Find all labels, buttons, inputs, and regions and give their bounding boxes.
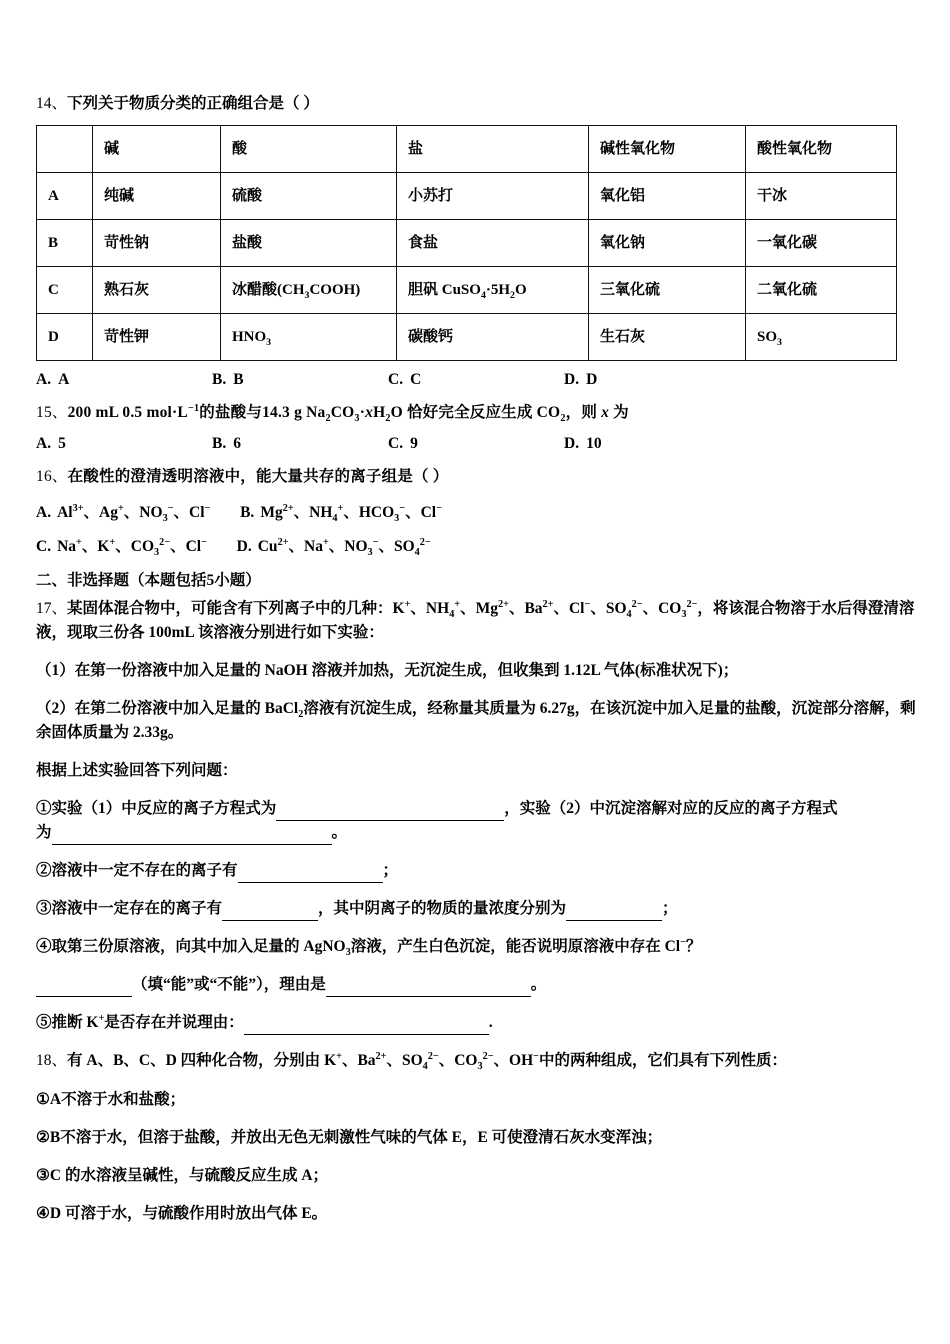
question-16-stem-text: 在酸性的澄清透明溶液中，能大量共存的离子组是（ ）	[67, 468, 449, 486]
option-label: D.	[564, 371, 580, 389]
answer-blank-4a[interactable]	[36, 982, 132, 998]
cell-c-salt: 胆矾 $CuSO_4\cdot 5H_2O$	[397, 267, 589, 314]
question-16-options-row-2	[36, 534, 916, 559]
substance-classification-table	[36, 125, 897, 361]
option-text: $Al^{3+}$、Ag+、$NO_3^-$、Cl−	[57, 503, 211, 525]
option-label: A.	[36, 371, 52, 389]
question-17-item-2	[36, 859, 916, 883]
item-5-end: .	[488, 1014, 493, 1032]
option-label: D.	[236, 538, 252, 556]
question-15-option-d[interactable]	[564, 435, 740, 453]
question-15-option-a[interactable]	[36, 435, 212, 453]
table-row	[37, 314, 897, 361]
question-16-options-row-1	[36, 500, 916, 525]
cell-d-basic-oxide: 生石灰	[589, 314, 746, 361]
item-4-label: ④取第三份原溶液，向其中加入足量的 AgNO$_3$溶液，产生白色沉淀，能否说明原溶液中存在 Cl−？	[36, 937, 702, 959]
item-2-end: ；	[382, 862, 399, 880]
answer-blank-1b[interactable]	[52, 830, 332, 846]
question-15-option-c[interactable]	[388, 435, 564, 453]
table-header-cell-basic-oxide: 碱性氧化物	[589, 126, 746, 173]
question-18-ion-list: K+、$Ba^{2+}$、$SO_4^{2-}$、$CO_3^{2-}$、OH−	[324, 1051, 539, 1073]
table-header-row	[37, 126, 897, 173]
question-18-stem-part1: 有 A、B、C、D 四种化合物，分别由	[67, 1052, 325, 1070]
cell-c-base: 熟石灰	[93, 267, 221, 314]
option-label: B.	[212, 435, 227, 453]
experiment-1-text: （1）在第一份溶液中加入足量的 NaOH 溶液并加热，无沉淀生成，但收集到 1.12L 气体(标准状况下)；	[36, 662, 739, 680]
question-17-experiment-2	[36, 697, 916, 745]
answer-blank-5[interactable]	[244, 1020, 489, 1036]
question-18-number: 18、	[36, 1052, 68, 1070]
cell-b-base: 苛性钠	[93, 220, 221, 267]
item-1-mid: ，实验（2）中沉淀溶解对应的反应的离子方程式	[504, 800, 838, 818]
question-18-item-1	[36, 1088, 916, 1112]
item-5-label: ⑤推断 K+是否存在并说理由：	[36, 1013, 244, 1032]
item-4-end: 。	[530, 976, 547, 994]
item-1-cont: 为	[36, 824, 52, 842]
option-label: B.	[212, 371, 227, 389]
answer-blank-1a[interactable]	[276, 806, 504, 822]
question-16-option-d[interactable]	[236, 537, 431, 559]
question-17-item-4	[36, 935, 916, 959]
table-header-cell-acidic-oxide: 酸性氧化物	[746, 126, 897, 173]
cell-b-basic-oxide: 氧化钠	[589, 220, 746, 267]
row-label-d: D	[37, 314, 93, 361]
item-2-label: ②溶液中一定不存在的离子有	[36, 862, 238, 880]
option-label: B.	[240, 504, 255, 522]
cell-a-salt: 小苏打	[397, 173, 589, 220]
question-18-stem-part2: 中的两种组成，它们具有下列性质：	[538, 1052, 787, 1070]
question-15-stem	[36, 401, 916, 425]
option-label: A.	[36, 504, 52, 522]
table-header-cell-corner	[37, 126, 93, 173]
cell-c-basic-oxide: 三氧化硫	[589, 267, 746, 314]
cell-a-base: 纯碱	[93, 173, 221, 220]
item-1-end: 。	[331, 824, 348, 842]
question-14-stem	[36, 92, 916, 115]
question-15-option-b[interactable]	[212, 435, 388, 453]
row-label-c: C	[37, 267, 93, 314]
option-text: 10	[586, 435, 602, 453]
question-17-ask-intro	[36, 759, 916, 783]
question-17-stem-part1: 某固体混合物中，可能含有下列离子中的几种：	[67, 600, 393, 618]
question-16-number: 16、	[36, 468, 68, 486]
item-3-mid: ，其中阴离子的物质的量浓度分别为	[318, 900, 567, 918]
item-3-end: ；	[662, 900, 678, 918]
row-label-b: B	[37, 220, 93, 267]
question-17-ion-list: K+、$NH_4^+$、$Mg^{2+}$、$Ba^{2+}$、Cl−、$SO_4^{2-}$、$CO_3^{2-}$	[392, 599, 698, 621]
question-18-stem	[36, 1049, 916, 1073]
option-text: 9	[410, 435, 418, 453]
cell-d-acidic-oxide: $SO_3$	[746, 314, 897, 361]
cell-b-acid: 盐酸	[221, 220, 397, 267]
question-18-item-2	[36, 1126, 916, 1150]
item-1-text: ①A不溶于水和盐酸；	[36, 1090, 186, 1108]
cell-a-acid: 硫酸	[221, 173, 397, 220]
option-label: A.	[36, 435, 52, 453]
question-17-stem-part2: ，将该混合物溶于水后得澄清溶液，现取三份各 100mL 该溶液分别进行如下实验：	[36, 600, 915, 642]
table-row	[37, 173, 897, 220]
cell-d-salt: 碳酸钙	[397, 314, 589, 361]
question-14-option-a[interactable]	[36, 371, 212, 389]
table-row	[37, 267, 897, 314]
table-header-cell-salt: 盐	[397, 126, 589, 173]
option-label: D.	[564, 435, 580, 453]
question-14-option-c[interactable]	[388, 371, 564, 389]
cell-a-basic-oxide: 氧化铝	[589, 173, 746, 220]
answer-blank-3b[interactable]	[566, 906, 662, 922]
option-text: D	[586, 371, 598, 389]
question-17-number: 17、	[36, 600, 68, 618]
answer-blank-2[interactable]	[238, 868, 383, 884]
question-17-item-4-cont	[36, 973, 916, 997]
question-17-stem	[36, 597, 916, 645]
cell-a-acidic-oxide: 干冰	[746, 173, 897, 220]
question-15-options	[36, 435, 916, 453]
option-label: C.	[36, 538, 52, 556]
item-4-mid: （填“能”或“不能”），理由是	[132, 976, 326, 994]
ask-intro-text: 根据上述实验回答下列问题：	[36, 762, 238, 780]
cell-d-base: 苛性钾	[93, 314, 221, 361]
question-16-option-a[interactable]	[36, 503, 211, 525]
question-14-number: 14、	[36, 95, 68, 112]
answer-blank-4b[interactable]	[326, 982, 531, 998]
option-text: C	[410, 371, 422, 389]
question-14-option-b[interactable]	[212, 371, 388, 389]
experiment-2-text: （2）在第二份溶液中加入足量的 BaCl$_2$溶液有沉淀生成，经称量其质量为 6.27g，在该沉淀中加入足量的盐酸，沉淀部分溶解，剩余固体质量为 2.33g。	[36, 700, 916, 742]
question-17-item-1	[36, 797, 916, 845]
cell-c-acidic-oxide: 二氧化硫	[746, 267, 897, 314]
item-1-label: ①实验（1）中反应的离子方程式为	[36, 800, 277, 818]
question-17-item-5	[36, 1011, 916, 1035]
option-text: 5	[58, 435, 66, 453]
option-text: B	[233, 371, 244, 389]
table-header-cell-base: 碱	[93, 126, 221, 173]
item-2-text: ②B不溶于水，但溶于盐酸，并放出无色无刺激性气味的气体 E，E 可使澄清石灰水变浑浊；	[36, 1128, 663, 1146]
cell-c-acid: 冰醋酸$(CH_3COOH)$	[221, 267, 397, 314]
option-text: Na+、K+、$CO_3^{2-}$、Cl−	[57, 537, 207, 559]
row-label-a: A	[37, 173, 93, 220]
section-2-title: 二、非选择题（本题包括5小题）	[36, 572, 261, 590]
question-16-option-c[interactable]	[36, 537, 207, 559]
question-16-option-b[interactable]	[240, 503, 442, 525]
item-4-text: ④D 可溶于水，与硫酸作用时放出气体 E。	[36, 1204, 328, 1222]
page-content	[36, 92, 916, 1240]
question-14-option-d[interactable]	[564, 371, 740, 389]
question-14-options	[36, 371, 916, 389]
option-label: C.	[388, 435, 404, 453]
question-15-stem-text: 200 mL 0.5 $mol\cdot L^{-1}$的盐酸与14.3 g $Na_2CO_3\cdot xH_2O$ 恰好完全反应生成 $CO_2$，则 x 为	[67, 403, 629, 425]
question-14-stem-text: 下列关于物质分类的正确组合是（ ）	[67, 95, 319, 112]
item-3-text: ③C 的水溶液呈碱性，与硫酸反应生成 A；	[36, 1166, 329, 1184]
question-16-stem	[36, 465, 916, 489]
question-18-item-4	[36, 1202, 916, 1226]
option-text: $Cu^{2+}$、Na+、$NO_3^-$、$SO_4^{2-}$	[257, 537, 431, 559]
table-row	[37, 220, 897, 267]
answer-blank-3a[interactable]	[222, 906, 318, 922]
option-text: 6	[233, 435, 241, 453]
option-text: A	[58, 371, 70, 389]
option-label: C.	[388, 371, 404, 389]
cell-b-acidic-oxide: 一氧化碳	[746, 220, 897, 267]
cell-d-acid: $HNO_3$	[221, 314, 397, 361]
cell-b-salt: 食盐	[397, 220, 589, 267]
item-3-label: ③溶液中一定存在的离子有	[36, 900, 223, 918]
table-header-cell-acid: 酸	[221, 126, 397, 173]
question-18-item-3	[36, 1164, 916, 1188]
question-17-experiment-1	[36, 659, 916, 683]
question-17-item-3	[36, 897, 916, 921]
option-text: $Mg^{2+}$、$NH_4^+$、$HCO_3^-$、Cl−	[260, 503, 442, 525]
question-15-number: 15、	[36, 404, 68, 422]
